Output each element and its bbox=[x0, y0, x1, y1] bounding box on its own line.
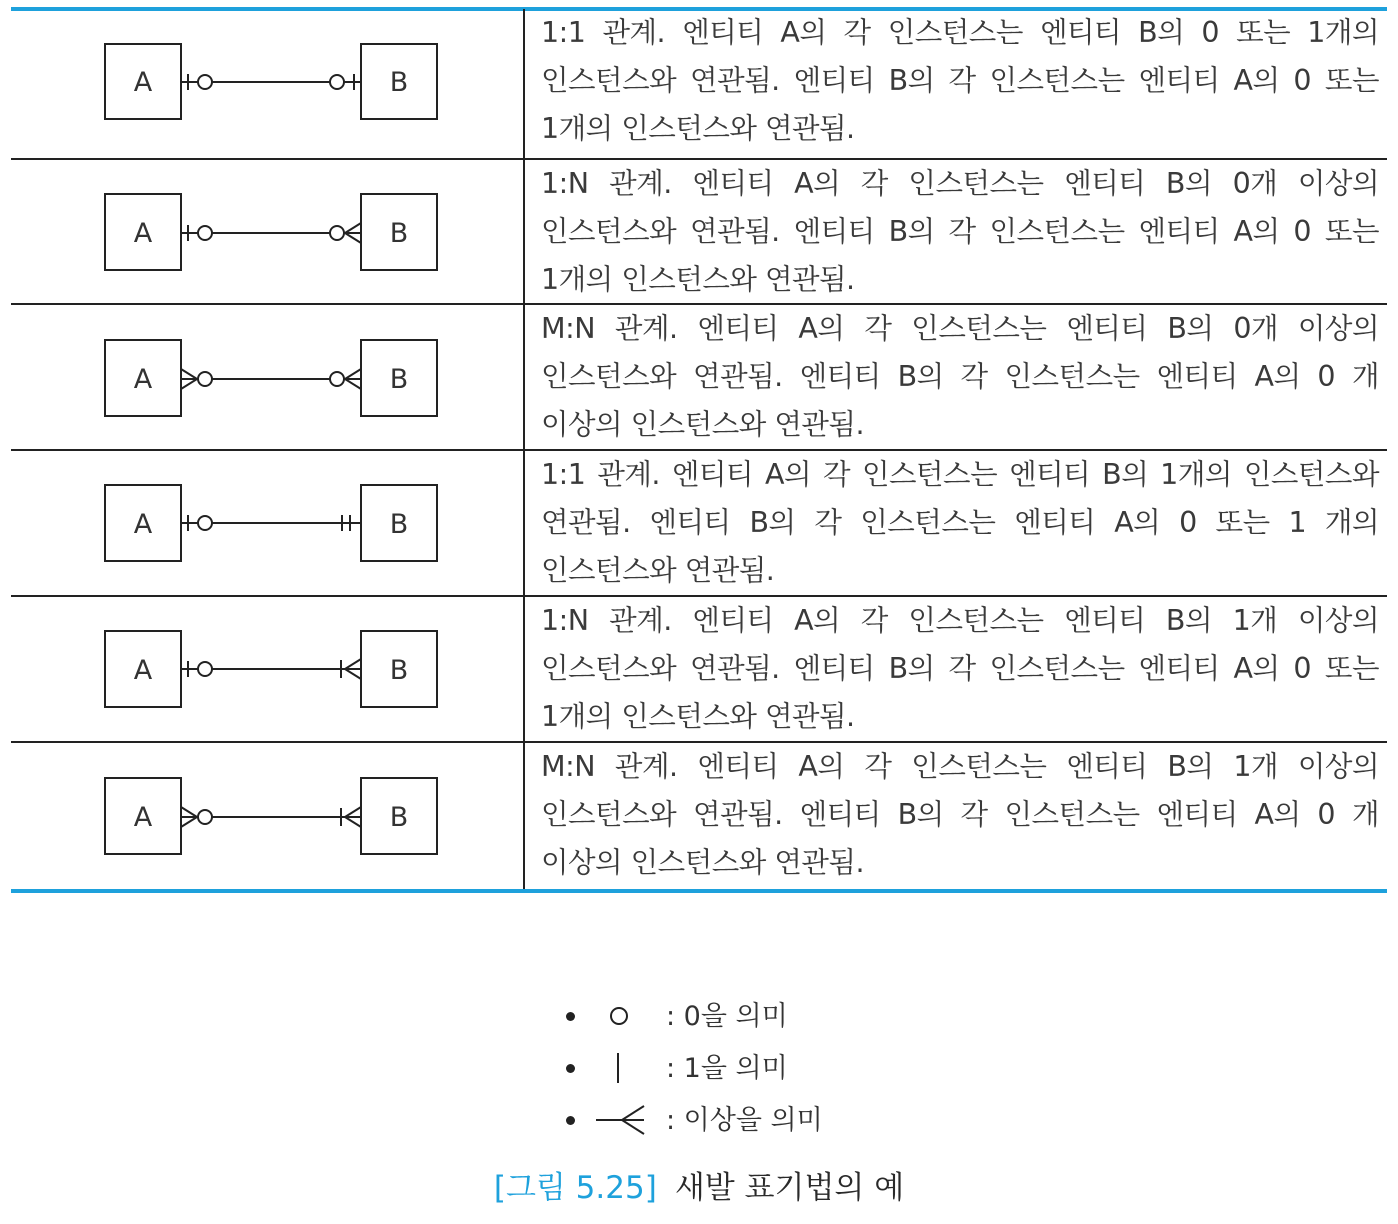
legend-text: : 1을 의미 bbox=[666, 1053, 788, 1084]
figure-caption bbox=[0, 1166, 1398, 1210]
entity-a-label: A bbox=[133, 655, 153, 686]
legend-item-one bbox=[560, 1047, 960, 1099]
legend-item-many bbox=[560, 1099, 960, 1151]
entity-b-label: B bbox=[389, 509, 409, 540]
relationship-description: 1:N 관계. 엔티티 A의 각 인스턴스는 엔티티 B의 1개 이상의 인스턴스와 연관됨. 엔티티 B의 각 인스턴스는 엔티티 A의 0 또는 1개의 인스턴스와 연관됨. bbox=[541, 604, 1379, 733]
erd-diagram-svg bbox=[11, 305, 523, 451]
table-row bbox=[11, 451, 1387, 597]
legend-text: : 이상을 의미 bbox=[666, 1105, 823, 1136]
bullet-icon bbox=[566, 1012, 575, 1021]
entity-b-label: B bbox=[389, 364, 409, 395]
erd-diagram bbox=[11, 743, 523, 889]
erd-diagram-svg bbox=[11, 743, 523, 889]
erd-diagram bbox=[11, 9, 523, 160]
entity-a-label: A bbox=[133, 67, 153, 98]
entity-a-label: A bbox=[133, 509, 153, 540]
relationship-table bbox=[11, 7, 1387, 893]
table-row bbox=[11, 597, 1387, 743]
entity-b-label: B bbox=[389, 802, 409, 833]
bar-icon bbox=[592, 1047, 652, 1091]
relationship-description: 1:N 관계. 엔티티 A의 각 인스턴스는 엔티티 B의 0개 이상의 인스턴스와 연관됨. 엔티티 B의 각 인스턴스는 엔티티 A의 0 또는 1개의 인스턴스와 연관됨. bbox=[541, 167, 1379, 296]
bullet-icon bbox=[566, 1116, 575, 1125]
figure-title: 새발 표기법의 예 bbox=[674, 1170, 905, 1206]
table-row bbox=[11, 160, 1387, 305]
figure-number: [그림 5.25] bbox=[493, 1170, 657, 1206]
table-row bbox=[11, 305, 1387, 451]
erd-diagram bbox=[11, 160, 523, 305]
entity-a-label: A bbox=[133, 364, 153, 395]
legend-item-zero bbox=[560, 995, 960, 1047]
entity-b-label: B bbox=[389, 655, 409, 686]
relationship-description: 1:1 관계. 엔티티 A의 각 인스턴스는 엔티티 B의 0 또는 1개의 인스턴스와 연관됨. 엔티티 B의 각 인스턴스는 엔티티 A의 0 또는 1개의 인스턴스와 연관됨. bbox=[541, 16, 1379, 145]
legend-text: : 0을 의미 bbox=[666, 1001, 788, 1032]
entity-a-label: A bbox=[133, 218, 153, 249]
entity-b-label: B bbox=[389, 218, 409, 249]
table-row bbox=[11, 9, 1387, 160]
erd-diagram-svg bbox=[11, 160, 523, 305]
entity-b-label: B bbox=[389, 67, 409, 98]
table-row bbox=[11, 743, 1387, 889]
erd-diagram-svg bbox=[11, 597, 523, 743]
erd-diagram-svg bbox=[11, 451, 523, 597]
erd-diagram bbox=[11, 305, 523, 451]
erd-diagram bbox=[11, 597, 523, 743]
entity-a-label: A bbox=[133, 802, 153, 833]
crowsfoot-icon bbox=[592, 1099, 652, 1143]
relationship-description: M:N 관계. 엔티티 A의 각 인스턴스는 엔티티 B의 0개 이상의 인스턴스와 연관됨. 엔티티 B의 각 인스턴스는 엔티티 A의 0 개 이상의 인스턴스와 연관됨. bbox=[541, 312, 1379, 441]
legend bbox=[560, 995, 960, 1151]
table-bottom-rule bbox=[11, 889, 1387, 893]
relationship-description: 1:1 관계. 엔티티 A의 각 인스턴스는 엔티티 B의 1개의 인스턴스와 연관됨. 엔티티 B의 각 인스턴스는 엔티티 A의 0 또는 1 개의 인스턴스와 연관됨. bbox=[541, 458, 1379, 587]
erd-diagram-svg bbox=[11, 9, 523, 160]
erd-diagram bbox=[11, 451, 523, 597]
relationship-description: M:N 관계. 엔티티 A의 각 인스턴스는 엔티티 B의 1개 이상의 인스턴스와 연관됨. 엔티티 B의 각 인스턴스는 엔티티 A의 0 개 이상의 인스턴스와 연관됨. bbox=[541, 750, 1379, 879]
bullet-icon bbox=[566, 1064, 575, 1073]
circle-icon bbox=[592, 995, 652, 1039]
